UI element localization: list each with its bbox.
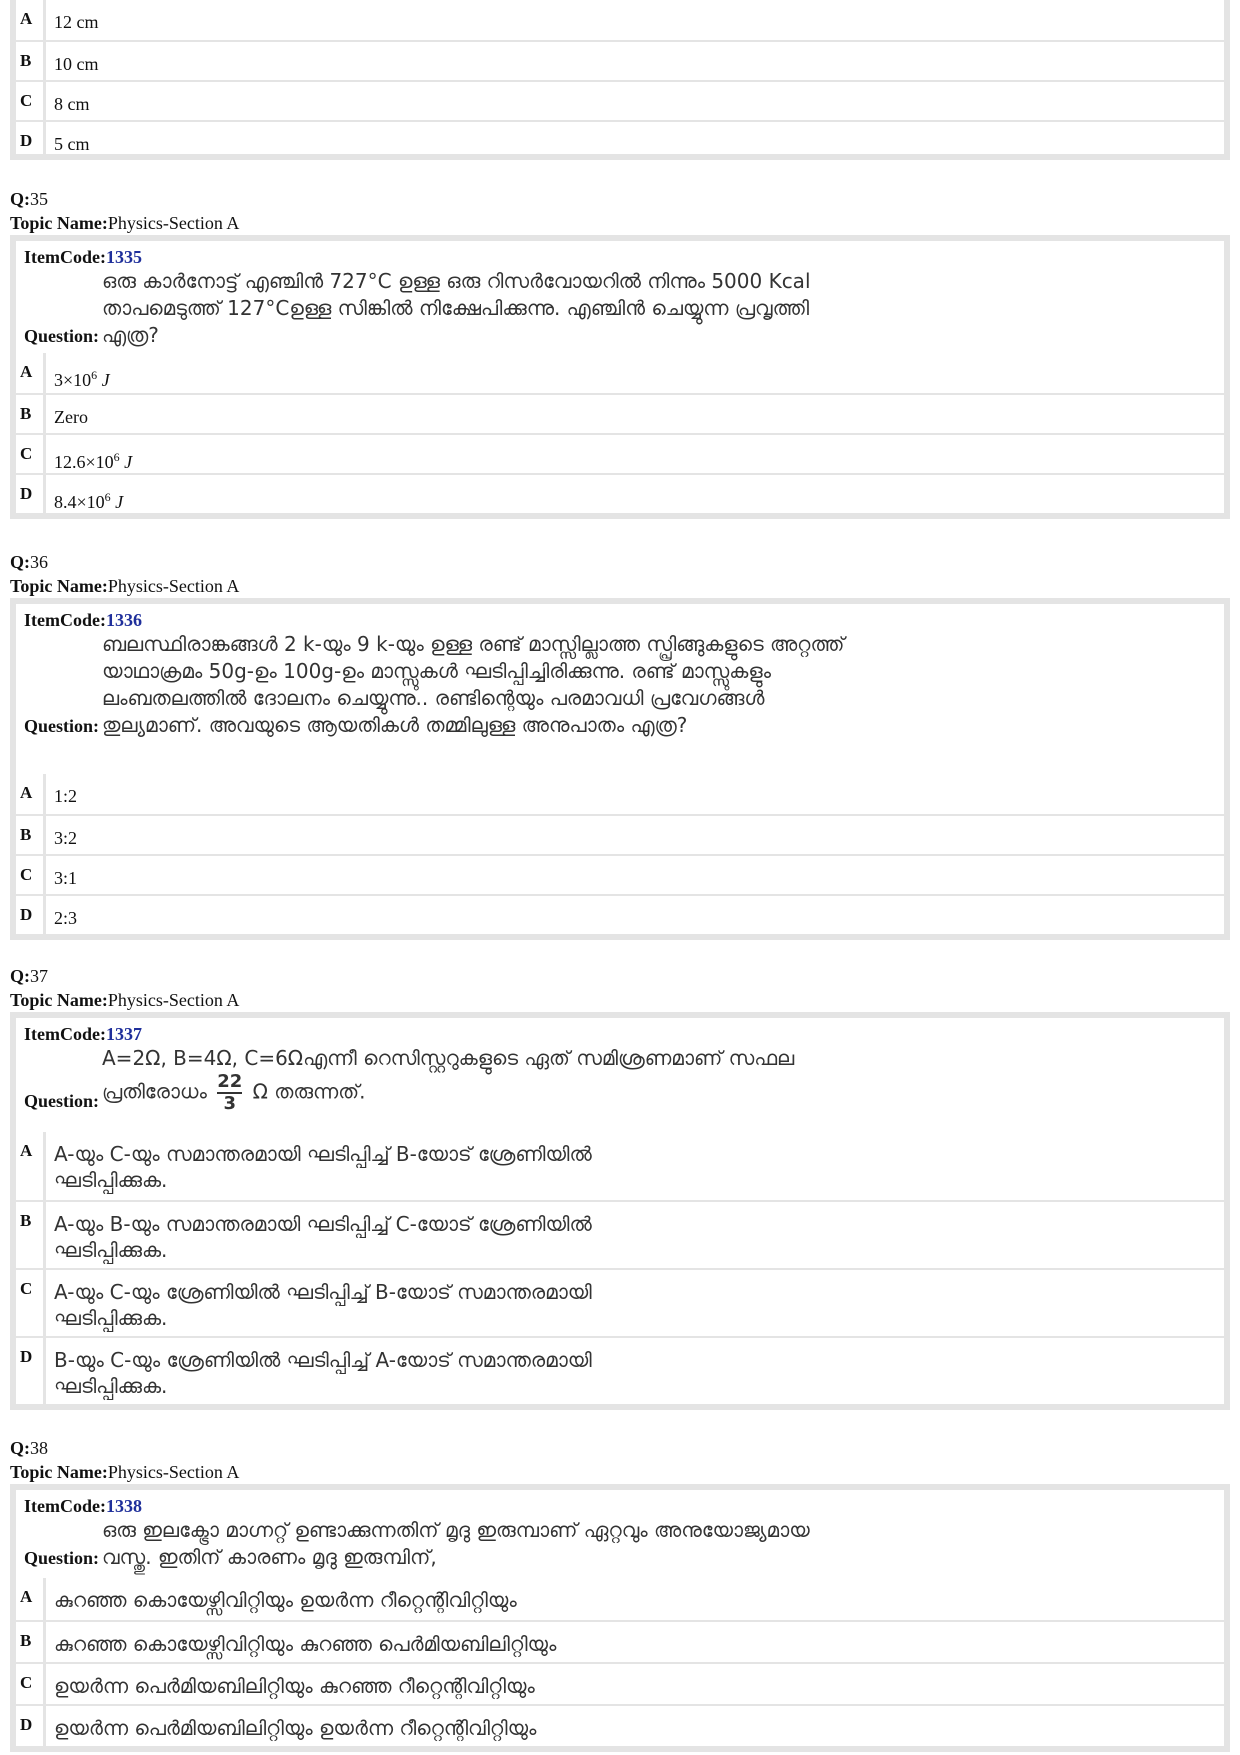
topic-name: Topic Name:Physics-Section A xyxy=(10,990,240,1010)
option-text: $3\times 10^6$ J xyxy=(54,368,110,390)
option-text: 5 cm xyxy=(54,134,90,154)
option-row xyxy=(16,393,1224,433)
option-letter: D xyxy=(16,1338,46,1404)
option-text: 3:2 xyxy=(54,828,78,848)
options-table xyxy=(10,774,1230,940)
option-row xyxy=(16,854,1224,894)
question-box xyxy=(10,235,1230,353)
question-box xyxy=(10,1012,1230,1132)
question-block xyxy=(10,1436,1230,1752)
question-label: Question: xyxy=(24,1548,100,1568)
question-label: Question: xyxy=(24,716,100,736)
option-text: ഉയർന്ന പെർമിയബിലിറ്റിയും കുറഞ്ഞ റീറ്റെന്റിവിറ്റിയും xyxy=(54,1674,535,1698)
topic-name: Topic Name:Physics-Section A xyxy=(10,1462,240,1482)
option-letter: D xyxy=(16,1706,46,1746)
option-text: 2:3 xyxy=(54,908,78,928)
option-row xyxy=(16,120,1224,160)
question-text: ഒരു ഇലക്ട്രോ മാഗ്നറ്റ് ഉണ്ടാക്കുന്നതിന് മൃദു ഇരുമ്പാണ് ഏറ്റവും അനുയോജ്യമായ വസ്തു. ഇതിന് കാരണം മൃദു ഇരുമ്പിന്, xyxy=(102,1518,810,1569)
option-letter: C xyxy=(16,1664,46,1704)
option-row xyxy=(16,774,1224,814)
question-number: Q:36 xyxy=(10,552,48,572)
option-letter: A xyxy=(16,1578,46,1620)
option-letter: A xyxy=(16,0,46,40)
question-body xyxy=(24,1517,1216,1571)
option-letter: D xyxy=(16,896,46,934)
question-text: ഒരു കാർനോട്ട് എഞ്ചിൻ 727°C ഉള്ള ഒരു റിസർവോയറിൽ നിന്നും 5000 Kcal താപമെടുത്ത് 127°Cഉള്ള സിങ്കിൽ നിക്ഷേപിക്കുന്നു. എഞ്ചിൻ ചെയ്യുന്ന പ്രവൃത്തി എത്ര? xyxy=(102,269,811,347)
option-text: B-യും C-യും ശ്രേണിയിൽ ഘടിപ്പിച്ച് A-യോട് സമാന്തരമായി ഘടിപ്പിക്കുക. xyxy=(54,1348,592,1398)
question-label: Question: xyxy=(24,326,100,346)
option-text: കുറഞ്ഞ കൊയേഴ്സിവിറ്റിയും കുറഞ്ഞ പെർമിയബിലിറ്റിയും xyxy=(54,1632,557,1656)
option-letter: C xyxy=(16,435,46,473)
item-code: ItemCode:1336 xyxy=(24,610,142,630)
question-text: A=2Ω, B=4Ω, C=6Ωഎന്നീ റെസിസ്റ്ററുകളുടെ ഏത് സമിശ്രണമാണ് സഫല പ്രതിരോധം $\frac{22}{3}$ Ω തരുന്നത്. xyxy=(102,1046,795,1114)
option-row xyxy=(16,1662,1224,1704)
options-table xyxy=(10,1132,1230,1410)
question-number: Q:35 xyxy=(10,189,48,209)
option-text: 12 cm xyxy=(54,12,99,32)
question-number: Q:38 xyxy=(10,1438,48,1458)
option-row xyxy=(16,1336,1224,1404)
question-block xyxy=(10,187,1230,519)
question-text: ബലസ്ഥിരാങ്കങ്ങൾ 2 k-യും 9 k-യും ഉള്ള രണ്ട് മാസ്സില്ലാത്ത സ്പ്രിങ്ങുകളുടെ അറ്റത്ത് യാഥാക്രമം 50g-ഉം 100g-ഉം മാസ്സുകൾ ഘടിപ്പിച്ചിരിക്കുന്നു. രണ്ട് മാസ്സുകളും ലംബതലത്തിൽ ദോലനം ചെയ്യുന്നു.. രണ്ടിന്റെയും പരമാവധി പ്രവേഗങ്ങൾ തുല്യമാണ്. അവയുടെ ആയതികൾ തമ്മിലുള്ള അനുപാതം എത്ര? xyxy=(102,632,845,737)
options-table xyxy=(10,1578,1230,1752)
option-text: A-യും C-യും സമാന്തരമായി ഘടിപ്പിച്ച് B-യോട് ശ്രേണിയിൽ ഘടിപ്പിക്കുക. xyxy=(54,1142,592,1192)
option-letter: B xyxy=(16,816,46,854)
previous-options-table xyxy=(10,0,1230,160)
option-letter: B xyxy=(16,42,46,80)
question-number: Q:37 xyxy=(10,966,48,986)
topic-name: Topic Name:Physics-Section A xyxy=(10,213,240,233)
question-body xyxy=(24,631,1216,739)
question-block xyxy=(10,964,1230,1410)
option-letter: A xyxy=(16,353,46,393)
item-code: ItemCode:1335 xyxy=(24,247,142,267)
question-block xyxy=(10,550,1230,940)
option-text: $12.6\times 10^6$ J xyxy=(54,450,133,472)
option-letter: B xyxy=(16,1622,46,1662)
option-row xyxy=(16,814,1224,854)
item-code: ItemCode:1337 xyxy=(24,1024,142,1044)
option-text: 8 cm xyxy=(54,94,90,114)
option-text: A-യും B-യും സമാന്തരമായി ഘടിപ്പിച്ച് C-യോട് ശ്രേണിയിൽ ഘടിപ്പിക്കുക. xyxy=(54,1212,592,1262)
option-text: ഉയർന്ന പെർമിയബിലിറ്റിയും ഉയർന്ന റീറ്റെന്റിവിറ്റിയും xyxy=(54,1716,537,1740)
option-letter: C xyxy=(16,856,46,894)
option-text: Zero xyxy=(54,407,88,427)
option-row xyxy=(16,894,1224,934)
option-letter: A xyxy=(16,1132,46,1200)
option-row xyxy=(16,1200,1224,1268)
fraction: $\frac{22}{3}$ xyxy=(217,1071,243,1114)
option-letter: D xyxy=(16,122,46,160)
option-row xyxy=(16,80,1224,120)
option-letter: A xyxy=(16,774,46,814)
option-row xyxy=(16,1704,1224,1746)
option-text: 1:2 xyxy=(54,786,78,806)
option-row xyxy=(16,1578,1224,1620)
option-text: 10 cm xyxy=(54,54,99,74)
option-text: 3:1 xyxy=(54,868,78,888)
item-code: ItemCode:1338 xyxy=(24,1496,142,1516)
option-row xyxy=(16,353,1224,393)
option-text: A-യും C-യും ശ്രേണിയിൽ ഘടിപ്പിച്ച് B-യോട് സമാന്തരമായി ഘടിപ്പിക്കുക. xyxy=(54,1280,592,1330)
question-body xyxy=(24,268,1216,349)
question-label: Question: xyxy=(24,1091,100,1111)
option-row xyxy=(16,1268,1224,1336)
option-row xyxy=(16,0,1224,40)
option-text: കുറഞ്ഞ കൊയേഴ്സിവിറ്റിയും ഉയർന്ന റീറ്റെന്റിവിറ്റിയും xyxy=(54,1588,517,1612)
question-box xyxy=(10,598,1230,774)
option-row xyxy=(16,1132,1224,1200)
topic-name: Topic Name:Physics-Section A xyxy=(10,576,240,596)
option-letter: B xyxy=(16,395,46,433)
option-row xyxy=(16,1620,1224,1662)
option-row xyxy=(16,40,1224,80)
option-text: $8.4\times 10^6$ J xyxy=(54,490,124,512)
question-body xyxy=(24,1045,1216,1114)
option-row xyxy=(16,433,1224,473)
option-letter: C xyxy=(16,1270,46,1336)
option-letter: C xyxy=(16,82,46,120)
option-row xyxy=(16,473,1224,513)
option-letter: B xyxy=(16,1202,46,1268)
question-box xyxy=(10,1484,1230,1578)
option-letter: D xyxy=(16,475,46,513)
options-table xyxy=(10,353,1230,519)
